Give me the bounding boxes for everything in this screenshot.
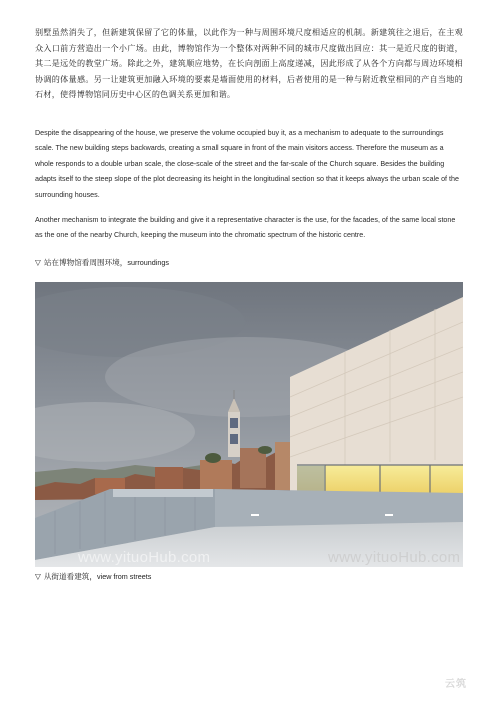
chinese-paragraph: 别墅虽然消失了，但新建筑保留了它的体量，以此作为一种与周围环境尺度相适应的机制。新建筑往之退后，在主观众入口前方营造出一个小广场。由此，博物馆作为一个整体对两种不同的城市尺度做出回应：其一是近尺度的街道，其二是远处的教堂广场。除此之外，建筑顺应地势，在长向剖面上高度递减，因此形成了从各个方向都与周边环境相协调的体量感。另一让建筑更加融入环境的要素是墙面使用的材料，后者使用的是一种与附近教堂相同的产自当地的石材，使得博物馆同历史中心区的色调关系更加和谐。 xyxy=(35,27,463,100)
english-paragraph-2: Another mechanism to integrate the building and give it a representative character is the use, for the facades, of the same local stone as the one of the nearby Church, keeping the museum into the chromatic spectrum of the historic centre. xyxy=(35,216,456,240)
watermark-left: www.yituoHub.com xyxy=(78,549,211,566)
watermark-right: www.yituoHub.com xyxy=(328,549,461,566)
photo-caption-2 xyxy=(35,572,151,582)
corner-logo: 云筑 xyxy=(445,679,467,690)
photo-caption-1 xyxy=(35,258,169,268)
caption-2-cn: 从街道看建筑， xyxy=(43,572,97,581)
triangle-marker-icon: ▽ xyxy=(35,258,41,267)
english-paragraph-1: Despite the disappearing of the house, we preserve the volume occupied buy it, as a mechanism to adequate to the surroundings scale. The new building steps backwards, creating a small square in front of the main visitors access. Therefore the museum as a whole responds to a double urban scale, the close-scale of the street and the far-scale of the Church square. Besides the building adapts itself to the steep slope of the plot decreasing its height in the longitudinal section so that it keeps always the urban scale of the surrounding houses. xyxy=(35,129,459,199)
caption-2-en: view from streets xyxy=(97,572,152,581)
museum-terrace-photo xyxy=(35,282,463,567)
caption-1-en: surroundings xyxy=(127,258,169,267)
caption-1-cn: 站在博物馆看周围环境， xyxy=(43,258,128,267)
triangle-marker-icon: ▽ xyxy=(35,572,41,581)
